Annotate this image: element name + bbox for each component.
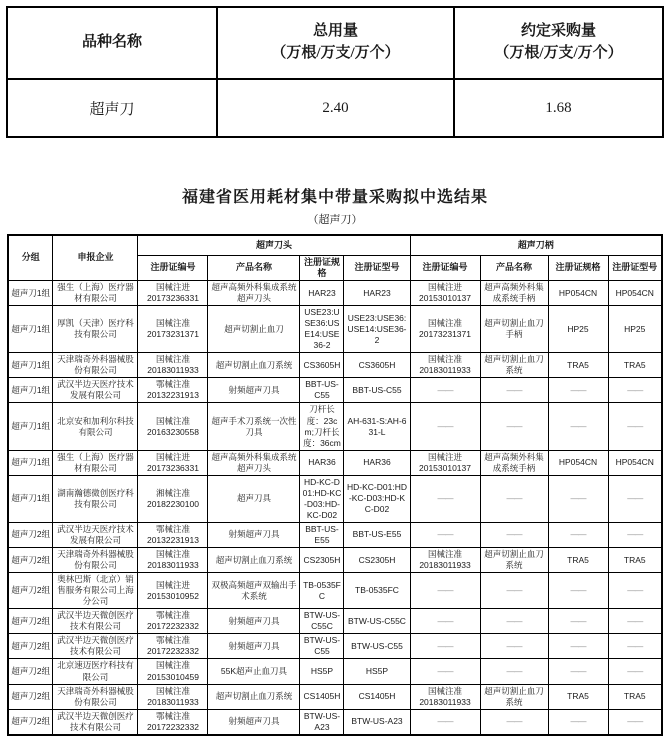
table-row [8,522,662,547]
summary-header-product: 品种名称 [7,7,217,79]
handle-reg-cell: 国械注准20173231371 [410,306,480,353]
head-model-cell: BBT-US-E55 [344,522,410,547]
head-reg-cell: 鄂械注准20172232332 [138,709,208,735]
handle-spec-cell: —— [548,475,608,522]
handle-reg-cell: —— [410,475,480,522]
head-spec-cell: HS5P [300,659,344,684]
company-cell: 武汉半边天医疗技术发展有限公司 [53,522,138,547]
table-row [8,548,662,573]
handle-reg-cell: —— [410,634,480,659]
head-reg-cell: 国械注准20153010459 [138,659,208,684]
head-spec-cell: HD-KC-D01:HD-KC-D03:HD-KC-D02 [300,475,344,522]
handle-spec-cell: HP054CN [548,281,608,306]
header-head-model: 注册证型号 [344,255,410,281]
head-reg-cell: 国械注准20183011933 [138,353,208,378]
handle-model-cell: —— [608,709,662,735]
handle-model-cell: TRA5 [608,684,662,709]
handle-spec-cell: —— [548,709,608,735]
handle-reg-cell: —— [410,659,480,684]
handle-name-cell: 超声切割止血刀手柄 [480,306,548,353]
handle-name-cell: 超声高频外科集成系统手柄 [480,450,548,475]
summary-header-total-unit: （万根/万支/万个） [271,45,400,61]
summary-header-total-label: 总用量 [312,23,358,40]
table-row [8,353,662,378]
group-cell: 超声刀1组 [8,378,53,403]
handle-spec-cell: —— [548,659,608,684]
handle-spec-cell: —— [548,634,608,659]
summary-agreed-cell: 1.68 [454,79,663,137]
header-handle-model: 注册证型号 [608,255,662,281]
handle-name-cell: —— [480,659,548,684]
summary-header-agreed [454,7,663,79]
head-name-cell: 超声切割止血刀 [208,306,300,353]
head-spec-cell: BBT-US-E55 [300,522,344,547]
table-row [8,609,662,634]
head-reg-cell: 国械注准20163230558 [138,403,208,450]
group-cell: 超声刀2组 [8,609,53,634]
handle-spec-cell: TRA5 [548,548,608,573]
head-spec-cell: CS1405H [300,684,344,709]
head-reg-cell: 国械注进20173236331 [138,450,208,475]
summary-header-agreed-label: 约定采购量 [520,23,596,40]
company-cell: 厚凯（天津）医疗科技有限公司 [53,306,138,353]
table-row [8,475,662,522]
handle-spec-cell: —— [548,522,608,547]
handle-model-cell: —— [608,403,662,450]
head-spec-cell: BBT-US-C55 [300,378,344,403]
handle-model-cell: —— [608,609,662,634]
handle-name-cell: —— [480,573,548,609]
head-name-cell: 射频超声刀具 [208,522,300,547]
header-head-reg: 注册证编号 [138,255,208,281]
handle-model-cell: TRA5 [608,353,662,378]
head-spec-cell: HAR36 [300,450,344,475]
result-table-title: 福建省医用耗材集中带量采购拟中选结果 [181,189,488,206]
summary-total-cell: 2.40 [217,79,454,137]
header-head-name: 产品名称 [208,255,300,281]
head-model-cell: BTW-US-C55 [344,634,410,659]
header-handle-reg: 注册证编号 [410,255,480,281]
group-cell: 超声刀2组 [8,659,53,684]
head-model-cell: HAR23 [344,281,410,306]
handle-model-cell: HP054CN [608,281,662,306]
header-company: 申报企业 [53,235,138,281]
handle-reg-cell: —— [410,378,480,403]
group-cell: 超声刀1组 [8,475,53,522]
head-reg-cell: 湘械注准20182230100 [138,475,208,522]
summary-data-row [7,79,663,137]
handle-spec-cell: HP054CN [548,450,608,475]
summary-header-row [7,7,663,79]
head-reg-cell: 鄂械注准20132231913 [138,522,208,547]
handle-model-cell: HP054CN [608,450,662,475]
head-model-cell: BBT-US-C55 [344,378,410,403]
group-cell: 超声刀1组 [8,450,53,475]
handle-model-cell: —— [608,659,662,684]
head-spec-cell: HAR23 [300,281,344,306]
table-row [8,378,662,403]
result-table-body [8,281,662,735]
table-row [8,450,662,475]
handle-model-cell: TRA5 [608,548,662,573]
handle-spec-cell: —— [548,378,608,403]
handle-spec-cell: —— [548,573,608,609]
summary-header-agreed-unit: （万根/万支/万个） [494,45,623,61]
table-row [8,281,662,306]
handle-model-cell: —— [608,378,662,403]
head-reg-cell: 鄂械注准20172232332 [138,609,208,634]
head-spec-cell: BTW-US-C55C [300,609,344,634]
head-model-cell: HD-KC-D01:HD-KC-D03:HD-KC-D02 [344,475,410,522]
summary-header-total [217,7,454,79]
handle-model-cell: —— [608,634,662,659]
table-row [8,659,662,684]
group-cell: 超声刀2组 [8,709,53,735]
head-name-cell: 超声高频外科集成系统超声刀头 [208,281,300,306]
table-row [8,573,662,609]
head-name-cell: 射频超声刀具 [208,378,300,403]
handle-name-cell: —— [480,522,548,547]
table-row [8,403,662,450]
group-cell: 超声刀1组 [8,403,53,450]
company-cell: 强生（上海）医疗器材有限公司 [53,450,138,475]
handle-model-cell: —— [608,475,662,522]
company-cell: 天津瑞奇外科器械股份有限公司 [53,353,138,378]
head-model-cell: BTW-US-A23 [344,709,410,735]
head-reg-cell: 国械注进20153010952 [138,573,208,609]
head-name-cell: 55K超声止血刀具 [208,659,300,684]
head-model-cell: AH-631-S:AH-631-L [344,403,410,450]
head-model-cell: CS2305H [344,548,410,573]
handle-spec-cell: —— [548,403,608,450]
head-reg-cell: 国械注进20173236331 [138,281,208,306]
handle-reg-cell: —— [410,403,480,450]
handle-reg-cell: 国械注准20183011933 [410,684,480,709]
group-cell: 超声刀2组 [8,548,53,573]
handle-reg-cell: —— [410,522,480,547]
company-cell: 武汉半边天微创医疗技术有限公司 [53,609,138,634]
handle-reg-cell: —— [410,609,480,634]
header-head-spec: 注册证规格 [300,255,344,281]
handle-reg-cell: 国械注进20153010137 [410,281,480,306]
company-cell: 强生（上海）医疗器材有限公司 [53,281,138,306]
head-spec-cell: 刀杆长度：23cm;刀杆长度：36cm [300,403,344,450]
head-model-cell: HAR36 [344,450,410,475]
head-model-cell: BTW-US-C55C [344,609,410,634]
table-row [8,306,662,353]
group-cell: 超声刀1组 [8,353,53,378]
head-name-cell: 射频超声刀具 [208,634,300,659]
group-cell: 超声刀2组 [8,522,53,547]
handle-model-cell: —— [608,522,662,547]
head-name-cell: 超声刀具 [208,475,300,522]
summary-product-cell: 超声刀 [7,79,217,137]
head-name-cell: 超声高频外科集成系统超声刀头 [208,450,300,475]
handle-reg-cell: 国械注进20153010137 [410,450,480,475]
head-model-cell: CS1405H [344,684,410,709]
head-spec-cell: BTW-US-A23 [300,709,344,735]
table-row [8,684,662,709]
header-handle-spec: 注册证规格 [548,255,608,281]
group-cell: 超声刀1组 [8,281,53,306]
result-table [7,234,663,736]
head-spec-cell: BTW-US-C55 [300,634,344,659]
handle-name-cell: 超声切割止血刀系统 [480,353,548,378]
company-cell: 北京安和加利尔科技有限公司 [53,403,138,450]
company-cell: 湖南瀚德微创医疗科技有限公司 [53,475,138,522]
company-cell: 天津瑞奇外科器械股份有限公司 [53,548,138,573]
handle-spec-cell: HP25 [548,306,608,353]
head-reg-cell: 国械注准20173231371 [138,306,208,353]
handle-reg-cell: 国械注准20183011933 [410,353,480,378]
handle-name-cell: 超声切割止血刀系统 [480,548,548,573]
handle-name-cell: 超声高频外科集成系统手柄 [480,281,548,306]
company-cell: 武汉半边天医疗技术发展有限公司 [53,378,138,403]
handle-name-cell: —— [480,378,548,403]
head-model-cell: TB-0535FC [344,573,410,609]
head-name-cell: 超声切割止血刀系统 [208,684,300,709]
head-spec-cell: CS2305H [300,548,344,573]
handle-spec-cell: TRA5 [548,353,608,378]
header-head-section: 超声刀头 [138,235,410,255]
head-model-cell: CS3605H [344,353,410,378]
handle-name-cell: —— [480,403,548,450]
handle-reg-cell: —— [410,709,480,735]
head-name-cell: 双极高频超声双输出手术系统 [208,573,300,609]
header-handle-name: 产品名称 [480,255,548,281]
head-reg-cell: 鄂械注准20172232332 [138,634,208,659]
handle-name-cell: 超声切割止血刀系统 [480,684,548,709]
head-name-cell: 超声切割止血刀系统 [208,353,300,378]
head-name-cell: 超声切割止血刀系统 [208,548,300,573]
handle-reg-cell: —— [410,573,480,609]
document-page [0,6,670,732]
company-cell: 天津瑞奇外科器械股份有限公司 [53,684,138,709]
company-cell: 武汉半边天微创医疗技术有限公司 [53,634,138,659]
result-table-subtitle: （超声刀） [307,214,363,226]
summary-table [6,6,664,138]
table-row [8,634,662,659]
head-name-cell: 射频超声刀具 [208,609,300,634]
table-row [8,709,662,735]
group-cell: 超声刀2组 [8,573,53,609]
head-spec-cell: USE23:USE36:USE14:USE36-2 [300,306,344,353]
handle-spec-cell: —— [548,609,608,634]
handle-name-cell: —— [480,709,548,735]
handle-reg-cell: 国械注准20183011933 [410,548,480,573]
head-model-cell: USE23:USE36:USE14:USE36-2 [344,306,410,353]
header-handle-section: 超声刀柄 [410,235,662,255]
handle-spec-cell: TRA5 [548,684,608,709]
group-cell: 超声刀1组 [8,306,53,353]
head-reg-cell: 国械注准20183011933 [138,684,208,709]
header-group: 分组 [8,235,53,281]
handle-name-cell: —— [480,609,548,634]
group-cell: 超声刀2组 [8,634,53,659]
head-reg-cell: 国械注准20183011933 [138,548,208,573]
company-cell: 武汉半边天微创医疗技术有限公司 [53,709,138,735]
company-cell: 北京速迈医疗科技有限公司 [53,659,138,684]
group-cell: 超声刀2组 [8,684,53,709]
head-spec-cell: CS3605H [300,353,344,378]
head-name-cell: 射频超声刀具 [208,709,300,735]
result-header-group-row [8,235,662,255]
head-spec-cell: TB-0535FC [300,573,344,609]
handle-name-cell: —— [480,475,548,522]
head-name-cell: 超声手术刀系统一次性刀具 [208,403,300,450]
head-reg-cell: 鄂械注准20132231913 [138,378,208,403]
handle-name-cell: —— [480,634,548,659]
head-model-cell: HS5P [344,659,410,684]
handle-model-cell: —— [608,573,662,609]
company-cell: 奥林巴斯（北京）销售服务有限公司上海分公司 [53,573,138,609]
handle-model-cell: HP25 [608,306,662,353]
